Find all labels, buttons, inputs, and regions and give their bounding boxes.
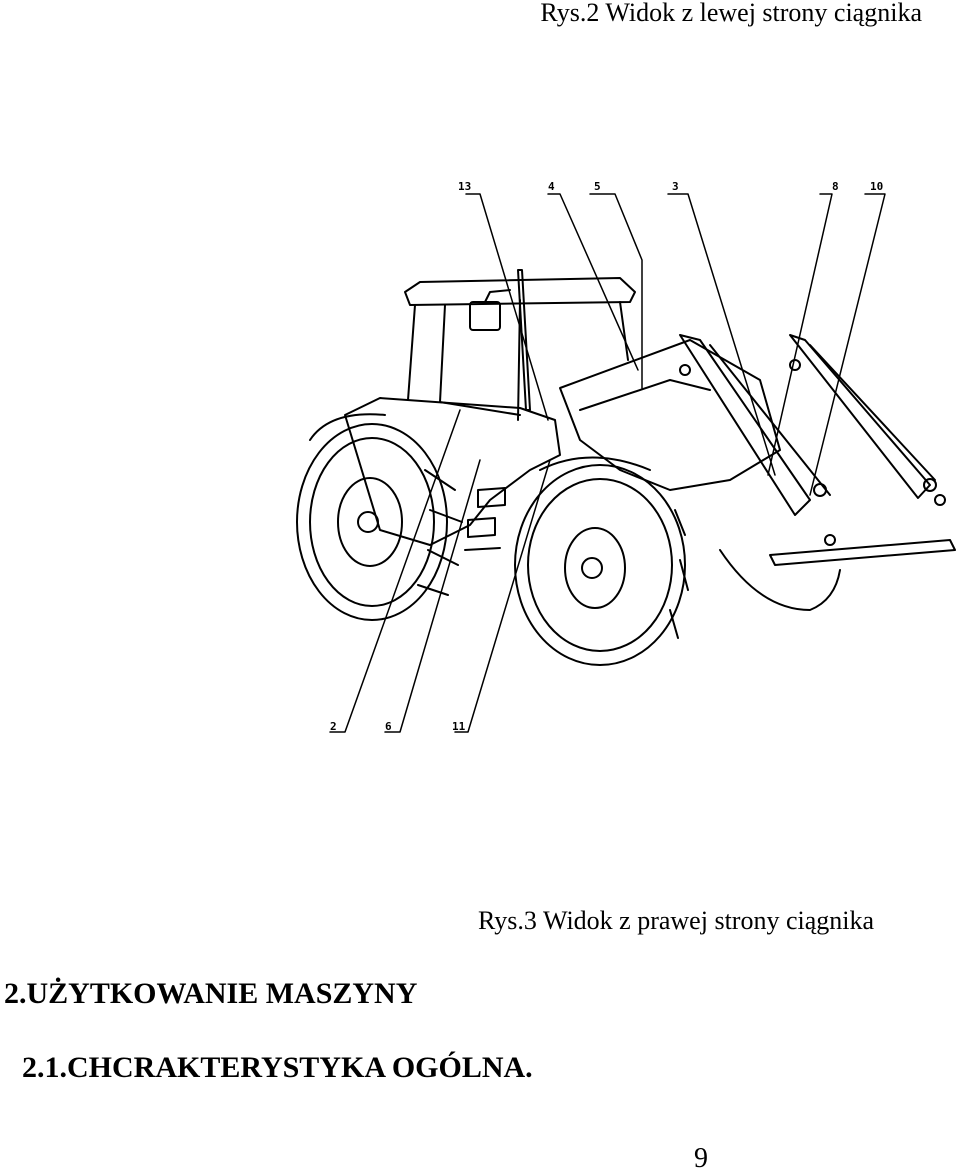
callout-2: 2: [330, 720, 337, 733]
callout-4: 4: [548, 180, 555, 193]
front-wheel-tyre: [515, 465, 685, 665]
callout-5: 5: [594, 180, 601, 193]
callout-3: 3: [672, 180, 679, 193]
section-heading: 2.UŻYTKOWANIE MASZYNY: [4, 977, 418, 1010]
callout-8: 8: [832, 180, 839, 193]
tractor-drawing: [290, 170, 960, 740]
callout-10: 10: [870, 180, 884, 193]
steps: [465, 488, 505, 550]
tractor-line-drawing: [290, 170, 960, 740]
engine-hood: [560, 340, 780, 490]
figure-3-caption: Rys.3 Widok z prawej strony ciągnika: [478, 906, 875, 935]
far-wheel: [720, 550, 840, 610]
mirror: [470, 302, 500, 330]
rear-wheel-hub: [358, 512, 378, 532]
figure-2-caption: Rys.2 Widok z lewej strony ciągnika: [540, 0, 922, 27]
callout-11: 11: [452, 720, 466, 733]
subsection-heading: 2.1.CHCRAKTERYSTYKA OGÓLNA.: [22, 1051, 533, 1084]
rear-wheel-tyre: [297, 424, 447, 620]
callout-13: 13: [458, 180, 472, 193]
rear-wheel-rim: [338, 478, 402, 566]
front-wheel-rim: [565, 528, 625, 608]
loader-arm-far: [790, 335, 930, 498]
loader-crossbar: [770, 540, 955, 565]
callout-6: 6: [385, 720, 392, 733]
front-wheel-hub: [582, 558, 602, 578]
page-number: 9: [694, 1143, 708, 1174]
